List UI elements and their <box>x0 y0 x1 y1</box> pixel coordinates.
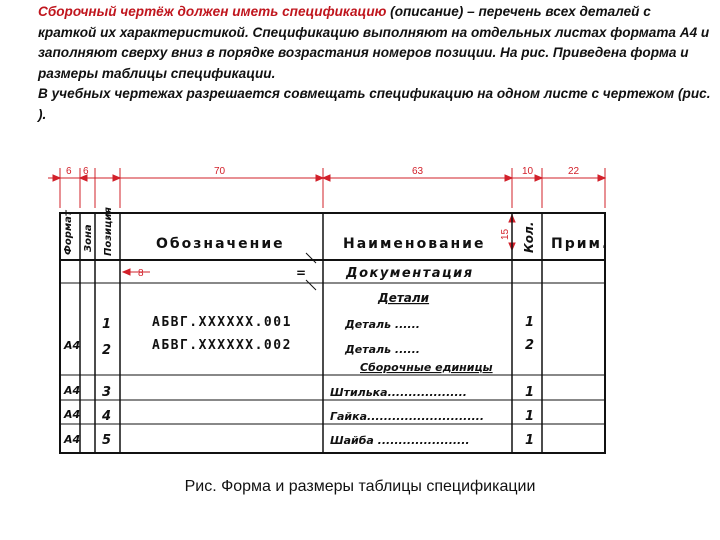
dim-note: 22 <box>568 166 580 177</box>
section-documentation: Документация <box>346 266 474 281</box>
row-name: Деталь ...... <box>345 318 420 331</box>
dim-format: 6 <box>66 166 72 177</box>
header-name: Наименование <box>343 236 486 252</box>
row-position: 4 <box>102 409 112 424</box>
row-format: А4 <box>64 408 81 421</box>
header-position: Позиция <box>103 207 114 256</box>
intro-paragraph-1 <box>6 2 712 84</box>
row-format: А4 <box>64 339 81 352</box>
specification-form <box>0 150 720 470</box>
eq-sign: = <box>296 266 309 280</box>
header-zone: Зона <box>83 224 94 252</box>
header-format: Формат <box>63 210 74 255</box>
row-qty: 1 <box>525 409 535 424</box>
dim-zone: 6 <box>83 166 89 177</box>
dim-designation: 70 <box>214 166 226 177</box>
section-assembly: Сборочные единицы <box>360 361 493 374</box>
intro-paragraph-1-rest: (описание) – перечень всех деталей с краткой их характеристикой. Спецификацию выполняют на отдельных листах формата А4 и заполняют сверху вниз в порядке возрастания номеров позиции. На рис. Приведена форма и размеры таблицы спецификации. <box>38 4 710 81</box>
dim-qty: 10 <box>522 166 534 177</box>
row-designation: АБВГ.XXXXXX.001 <box>152 315 292 330</box>
intro-text <box>6 2 712 125</box>
intro-highlight: Сборочный чертёж должен иметь спецификацию <box>38 4 387 19</box>
dim-name: 63 <box>412 166 424 177</box>
row-qty: 1 <box>525 315 535 330</box>
row-qty: 1 <box>525 433 535 448</box>
table-row <box>63 384 534 400</box>
row-qty: 2 <box>525 338 535 353</box>
row-name: Шайба ...................... <box>330 434 470 447</box>
table-row <box>63 408 534 424</box>
row-format: А4 <box>64 433 81 446</box>
row-name: Деталь ...... <box>345 343 420 356</box>
header-qty: Кол. <box>522 221 536 253</box>
row-format: А4 <box>64 384 81 397</box>
row-position: 3 <box>102 385 112 400</box>
row-position: 5 <box>102 433 112 448</box>
dimension-lines <box>48 168 605 275</box>
row-designation: АБВГ.XXXXXX.002 <box>152 338 292 353</box>
section-parts: Детали <box>378 291 430 305</box>
table-row <box>63 338 534 358</box>
figure-caption: Рис. Форма и размеры таблицы спецификации <box>184 478 536 495</box>
table-row <box>63 433 534 448</box>
row-qty: 1 <box>525 385 535 400</box>
table-row <box>102 315 534 332</box>
header-designation: Обозначение <box>156 236 285 252</box>
intro-paragraph-2: В учебных чертежах разрешается совмещать спецификацию на одном листе с чертежом (рис. ). <box>38 86 711 122</box>
row-name: Штилька................... <box>330 386 467 399</box>
dim-row-height: 8 <box>138 268 144 279</box>
row-position: 1 <box>102 317 112 332</box>
dim-header-height: 15 <box>500 228 511 240</box>
header-note: Прим. <box>551 236 610 252</box>
row-position: 2 <box>102 343 112 358</box>
row-name: Гайка............................ <box>330 410 485 423</box>
